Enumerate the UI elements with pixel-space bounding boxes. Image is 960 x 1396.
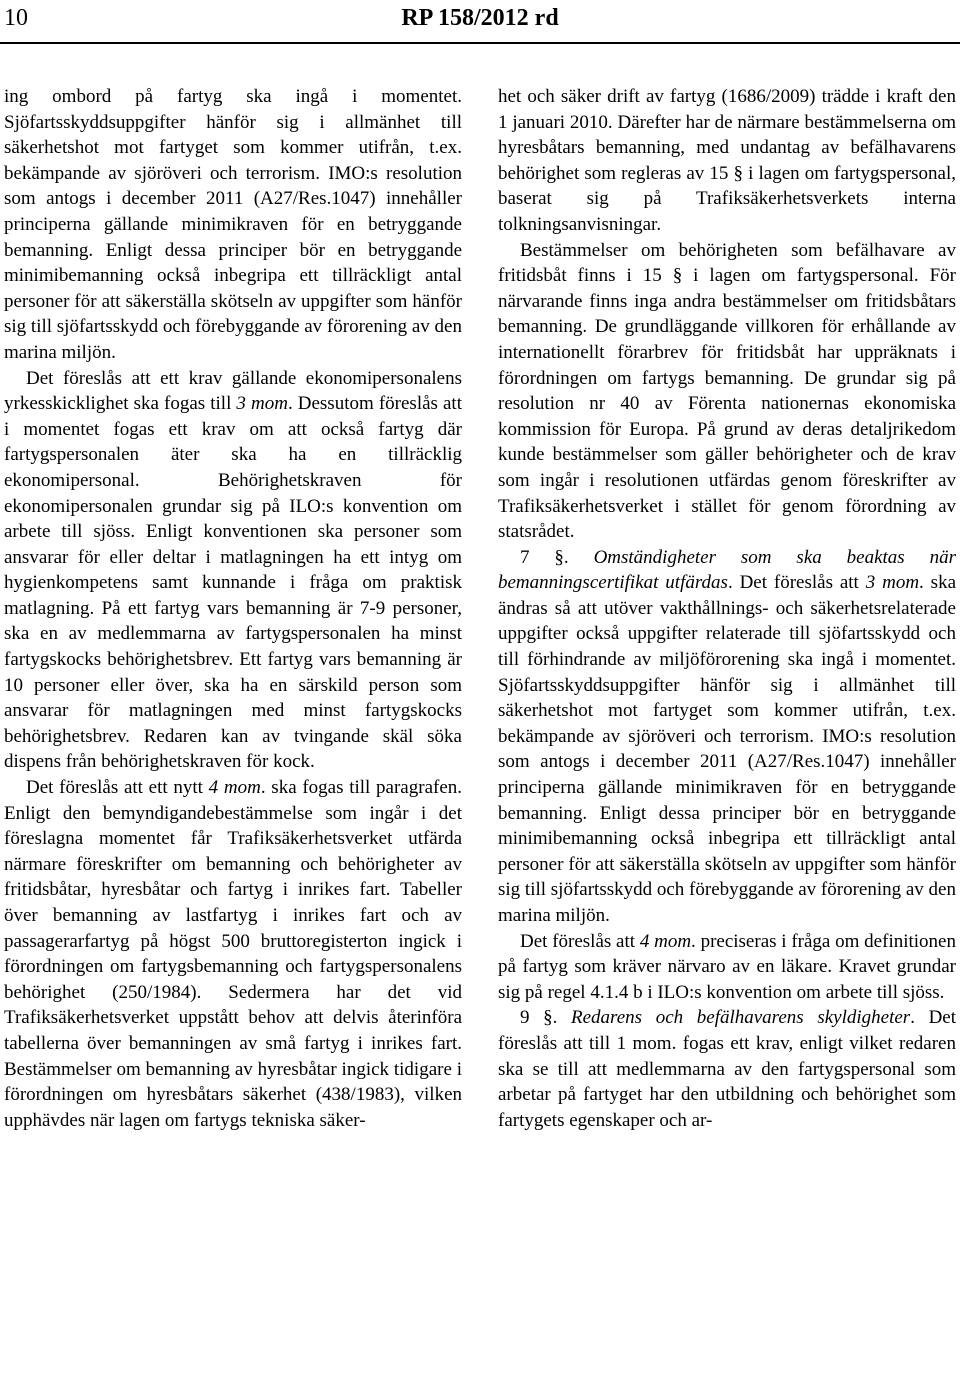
- paragraph-text: . preciseras i fråga om definitionen på fartyg som kräver närvaro av en läkare. Kravet grundar sig på regel 4.1.4 b i ILO:s konvention om arbete till sjöss.: [498, 930, 956, 1003]
- right-paragraph-3: [498, 545, 956, 929]
- section-number: 9 §.: [520, 1007, 572, 1029]
- paragraph-text: . Det föreslås att till 1 mom. fogas ett krav, enligt vilket redaren ska se till att medlemmarna av den fartygspersonal som arbetar på fartyget har den utbildning och behörighet som fartygets egenskaper och ar-: [498, 1007, 956, 1131]
- section-number: 7 §.: [520, 546, 594, 568]
- paragraph-text: . ska ändras så att utöver vakthållnings- och säkerhetsrelaterade uppgifter också uppgifter relaterade till sjöfartsskydd och till förhindrande av miljöförorening ska ingå i momentet. Sjöfartsskyddsuppgifter hänför sig i allmänhet till säkerhetshot mot fartyget som kommer utifrån, t.ex. bekämpande av sjöröveri och terrorism. IMO:s resolution som antogs i december 2011 (A27/Res.1047) innehåller principerna gällande minimikraven för en betryggande bemanning. Enligt dessa principer bör en betryggande minimibemanning också inbegripa ett tillräckligt antal personer för att säkerställa skötseln av uppgifter som hänför sig till sjöfartsskydd och förebyggande av förorening av den marina miljön.: [498, 572, 957, 926]
- paragraph-text: Det föreslås att ett nytt: [26, 777, 209, 799]
- right-column: [498, 84, 956, 1133]
- left-paragraph-3: [4, 775, 462, 1133]
- paragraph-text: Det föreslås att: [520, 930, 640, 952]
- paragraph-text: . Det föreslås att: [727, 572, 866, 594]
- right-paragraph-5: [498, 1005, 956, 1133]
- paragraph-text: . Dessutom föreslås att i momentet fogas ett krav om att också fartyg där fartygspersonalen äter ska ha en tillräcklig ekonomipersonal. Behörighetskraven för ekonomipersonalen grundar sig på ILO:s konvention om arbete till sjöss. Enligt konventionen ska personer som ansvarar för eller deltar i matlagningen ha ett intyg om hygienkompetens samt kunnande i fråga om praktisk matlagning. På ett fartyg vars bemanning är 7-9 personer, ska en av medlemmarna av fartygspersonalen ha minst fartygskocks behörighetsbrev. Ett fartyg vars bemanning är 10 personer eller över, ska ha en särskild person som ansvarar för matlagningen med minst fartygskocks behörighetsbrev. Redaren kan av tvingande skäl söka dispens från behörighetskraven för kock.: [4, 393, 462, 773]
- left-column: [4, 84, 462, 1133]
- right-paragraph-2: Bestämmelser om behörigheten som befälhavare av fritidsbåt finns i 15 § i lagen om fartygspersonal. För närvarande finns inga andra bestämmelser om fritidsbåtars bemanning. De grundläggande villkoren för erhållande av internationellt förarbrev för fritidsbåt har uppräknats i förordningen om fartygs bemanning. De grundar sig på resolution nr 40 av Förenta nationernas ekonomiska kommission för Europa. På grund av deras detaljrikedom kunde bestämmelser som gäller behörigheter och de krav som ingår i resolutionen utfärdas genom föreskrifter av Trafiksäkerhetsverket i stället för genom förordning av statsrådet.: [498, 239, 956, 543]
- moment-reference: 3 mom: [236, 393, 288, 415]
- left-paragraph-1: ing ombord på fartyg ska ingå i momentet. Sjöfartsskyddsuppgifter hänför sig i allmänhet till säkerhetshot mot fartyget som kommer utifrån, t.ex. bekämpande av sjöröveri och terrorism. IMO:s resolution som antogs i december 2011 (A27/Res.1047) innehåller principerna gällande minimikraven för en betryggande bemanning. Enligt dessa principer bör en betryggande minimibemanning också inbegripa ett tillräckligt antal personer för att säkerställa skötseln av uppgifter som hänför sig till sjöfartsskydd och förebyggande av förorening av den marina miljön.: [4, 86, 462, 363]
- section-heading: Redarens och befälhavarens skyldigheter: [571, 1007, 911, 1029]
- moment-reference: 4 mom: [639, 930, 692, 952]
- header-rule: [0, 42, 960, 44]
- left-paragraph-2: [4, 366, 462, 776]
- right-paragraph-1: het och säker drift av fartyg (1686/2009) trädde i kraft den 1 januari 2010. Därefter har de närmare bestämmelserna om hyresbåtars bemanning, med undantag av befälhavarens behörighet som regleras av 15 § i lagen om fartygspersonal, baserat sig på Trafiksäkerhetsverkets interna tolkningsanvisningar.: [498, 86, 956, 235]
- right-paragraph-4: [498, 929, 956, 1006]
- paragraph-text: . ska fogas till paragrafen. Enligt den bemyndigandebestämmelse som ingår i det föreslagna momentet får Trafiksäkerhetsverket utfärda närmare föreskrifter om bemanning och behörigheter av fritidsbåtar, hyresbåtar och fartyg i inrikes fart. Tabeller över bemanning av lastfartyg i inrikes fart och av passagerarfartyg på högst 500 bruttoregisterton ingick i förordningen om fartygsbemanning och fartygspersonalens behörighet (250/1984). Sedermera har det vid Trafiksäkerhetsverket uppstått behov att delvis återinföra tabellerna över bemanningen av små fartyg i inrikes fart. Bestämmelser om bemanning av hyresbåtar ingick tidigare i förordningen om hyresbåtars säkerhet (438/1983), vilken upphävdes när lagen om fartygs tekniska säker-: [4, 777, 463, 1131]
- paragraph-text: Det föreslås att ett krav gällande ekonomipersonalens yrkesskicklighet ska fogas till: [4, 367, 462, 415]
- moment-reference: 3 mom: [865, 572, 920, 594]
- moment-reference: 4 mom: [208, 777, 261, 799]
- section-heading: Omständigheter som ska beaktas när bemanningscertifikat utfärdas: [498, 546, 956, 594]
- running-head-title: RP 158/2012 rd: [401, 5, 559, 31]
- page-number: 10: [4, 5, 28, 31]
